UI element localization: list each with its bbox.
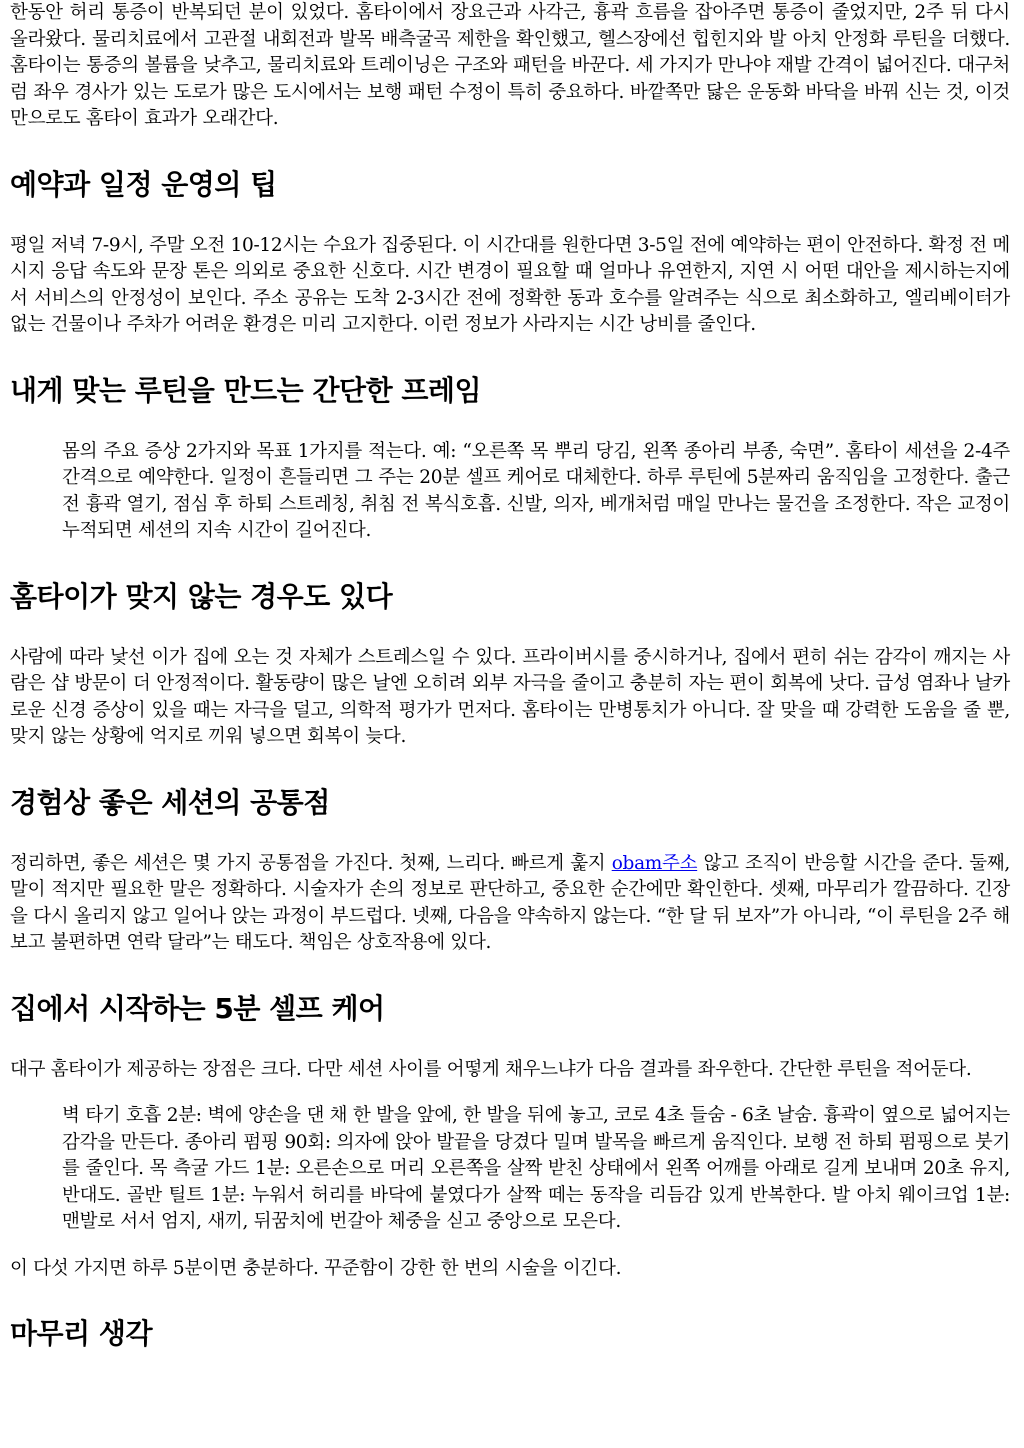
booking-heading: 예약과 일정 운영의 팁 (10, 167, 277, 201)
selfcare-closing: 이 다섯 가지면 하루 5분이면 충분하다. 꾸준함이 강한 한 번의 시술을 이긴다. (10, 1257, 622, 1279)
common-paragraph (10, 851, 1010, 957)
routine-quote-text: 몸의 주요 증상 2가지와 목표 1가지를 적는다. 예: “오른쪽 목 뿌리 당김, 왼쪽 종아리 부종, 숙면”. 홈타이 세션을 2-4주 간격으로 예약한다. 일정이 흔들리면 그 주는 20분 셀프 케어로 대체한다. 하루 루틴에 5분짜리 움직임을 고정한다. 출근 전 흉곽 열기, 점심 후 하퇴 스트레칭, 취침 전 복식호흡. 신발, 의자, 베개처럼 매일 만나는 물건을 조정한다. 작은 교정이 누적되면 세션의 지속 시간이 길어진다. (62, 440, 1010, 541)
notfit-heading: 홈타이가 맞지 않는 경우도 있다 (10, 579, 393, 613)
common-paragraph-before: 정리하면, 좋은 세션은 몇 가지 공통점을 가진다. 첫째, 느리다. 빠르게 훑지 (10, 852, 612, 874)
common-heading: 경험상 좋은 세션의 공통점 (10, 785, 330, 819)
common-paragraph-after: 않고 조직이 반응할 시간을 준다. 둘째, 말이 적지만 필요한 말은 정확하다. 시술자가 손의 정보로 판단하고, 중요한 순간에만 확인한다. 셋째, 마무리가 깔끔하다. 긴장을 다시 올리지 않고 일어나 앉는 과정이 부드럽다. 넷째, 다음을 약속하지 않는다. “한 달 뒤 보자”가 아니라, “이 루틴을 2주 해보고 불편하면 연락 달라”는 태도다. 책임은 상호작용에 있다. (10, 852, 1010, 953)
booking-paragraph: 평일 저녁 7-9시, 주말 오전 10-12시는 수요가 집중된다. 이 시간대를 원한다면 3-5일 전에 예약하는 편이 안전하다. 확정 전 메시지 응답 속도와 문장 톤은 의외로 중요한 신호다. 시간 변경이 필요할 때 얼마나 유연한지, 지연 시 어떤 대안을 제시하는지에서 서비스의 안정성이 보인다. 주소 공유는 도착 2-3시간 전에 정확한 동과 호수를 알려주는 식으로 최소화하고, 엘리베이터가 없는 건물이나 주차가 어려운 환경은 미리 고지한다. 이런 정보가 사라지는 시간 낭비를 줄인다. (10, 234, 1010, 335)
conclusion-heading: 마무리 생각 (10, 1317, 152, 1350)
selfcare-quote-text: 벽 타기 호흡 2분: 벽에 양손을 댄 채 한 발을 앞에, 한 발을 뒤에 놓고, 코로 4초 들숨 - 6초 날숨. 흉곽이 옆으로 넓어지는 감각을 만든다. 종아리 펌핑 90회: 의자에 앉아 발끝을 당겼다 밀며 발목을 빠르게 움직인다. 보행 전 하퇴 펌핑으로 붓기를 줄인다. 목 측굴 가드 1분: 오른손으로 머리 오른쪽을 살짝 받친 상태에서 왼쪽 어깨를 아래로 길게 보내며 20초 유지, 반대도. 골반 틸트 1분: 누워서 허리를 바닥에 붙였다가 살짝 떼는 동작을 리듬감 있게 반복한다. 발 아치 웨이크업 1분: 맨발로 서서 엄지, 새끼, 뒤꿈치에 번갈아 체중을 싣고 중앙으로 모은다. (62, 1105, 1010, 1232)
notfit-paragraph: 사람에 따라 낯선 이가 집에 오는 것 자체가 스트레스일 수 있다. 프라이버시를 중시하거나, 집에서 편히 쉬는 감각이 깨지는 사람은 샵 방문이 더 안정적이다. 활동량이 많은 날엔 오히려 외부 자극을 줄이고 충분히 자는 편이 회복에 낫다. 급성 염좌나 날카로운 신경 증상이 있을 때는 자극을 덜고, 의학적 평가가 먼저다. 홈타이는 만병통치가 아니다. 잘 맞을 때 강력한 도움을 줄 뿐, 맞지 않는 상황에 억지로 끼워 넣으면 회복이 늦다. (10, 646, 1010, 747)
selfcare-paragraph: 대구 홈타이가 제공하는 장점은 크다. 다만 세션 사이를 어떻게 채우느냐가 다음 결과를 좌우한다. 간단한 루틴을 적어둔다. (10, 1058, 972, 1080)
intro-paragraph: 한동안 허리 통증이 반복되던 분이 있었다. 홈타이에서 장요근과 사각근, 흉곽 흐름을 잡아주면 통증이 줄었지만, 2주 뒤 다시 올라왔다. 물리치료에서 고관절 내회전과 발목 배측굴곡 제한을 확인했고, 헬스장에선 힙힌지와 발 아치 안정화 루틴을 더했다. 홈타이는 통증의 볼륨을 낮추고, 물리치료와 트레이닝은 구조와 패턴을 바꾼다. 세 가지가 만나야 재발 간격이 넓어진다. 대구처럼 좌우 경사가 있는 도로가 많은 도시에서는 보행 패턴 수정이 특히 중요하다. 바깥쪽만 닳은 운동화 바닥을 바꿔 신는 것, 이것만으로도 홈타이 효과가 오래간다. (10, 2, 1010, 129)
routine-quote (10, 439, 1010, 545)
selfcare-heading: 집에서 시작하는 5분 셀프 케어 (10, 991, 385, 1025)
selfcare-quote (10, 1103, 1010, 1236)
obam-link[interactable]: obam주소 (611, 852, 698, 874)
routine-heading: 내게 맞는 루틴을 만드는 간단한 프레임 (10, 373, 482, 407)
article (10, 0, 1010, 1352)
